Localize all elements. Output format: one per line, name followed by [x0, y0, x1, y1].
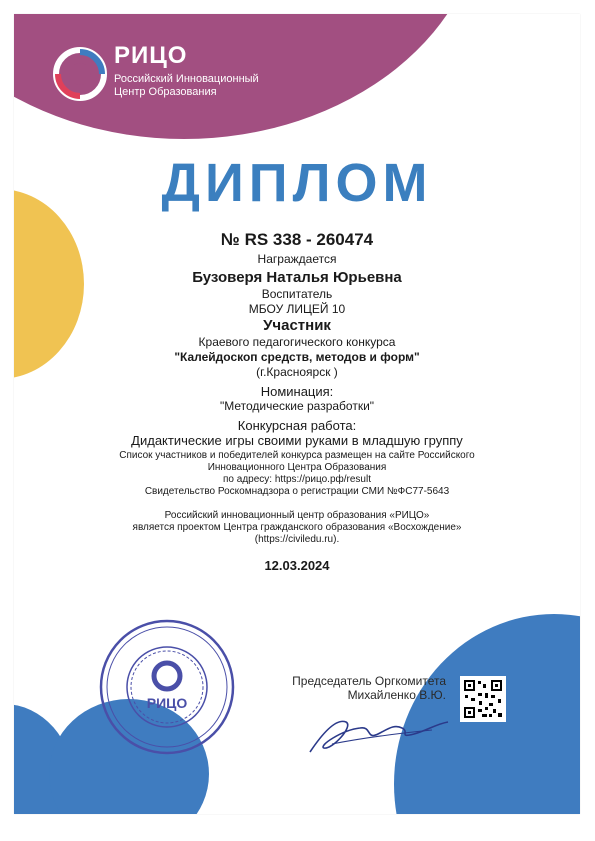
recipient-position: Воспитатель	[261, 287, 333, 301]
project-info-line: (https://civiledu.ru).	[254, 534, 340, 545]
logo-subtitle-line2: Центр Образования	[114, 86, 217, 98]
chairman-block	[266, 674, 446, 702]
award-status: Участник	[263, 317, 331, 334]
diploma-page	[14, 14, 580, 814]
rico-logo-icon	[52, 46, 108, 102]
issue-date: 12.03.2024	[264, 558, 330, 573]
project-info	[14, 510, 580, 546]
work-label: Конкурсная работа:	[237, 418, 357, 433]
qr-code-icon	[460, 676, 506, 722]
logo-brand: РИЦО	[114, 42, 188, 69]
chairman-signature	[302, 704, 452, 760]
official-stamp	[98, 618, 236, 756]
results-info-line: по адресу: https://рицо.рф/result	[223, 474, 371, 485]
results-info-line: Список участников и победителей конкурса размещен на сайте Российского	[119, 450, 475, 461]
rico-logo	[52, 42, 312, 112]
recipient-organization: МБОУ ЛИЦЕЙ 10	[248, 302, 346, 316]
nomination-value: "Методические разработки"	[219, 399, 375, 413]
project-info-line: является проектом Центра гражданского образования «Восхождение»	[132, 522, 462, 533]
contest-city: (г.Красноярск )	[256, 365, 338, 379]
chairman-name: Михайленко В.Ю.	[347, 688, 446, 702]
logo-subtitle	[114, 73, 259, 99]
recipient-name: Бузоверя Наталья Юрьевна	[192, 269, 402, 286]
work-title: Дидактические игры своими руками в младшую группу	[131, 433, 463, 448]
logo-subtitle-line1: Российский Инновационный	[114, 73, 259, 85]
diploma-title: ДИПЛОМ	[161, 153, 433, 213]
results-info-line: Инновационного Центра Образования	[207, 462, 387, 473]
awarded-label: Награждается	[257, 252, 337, 266]
diploma-number: № RS 338 - 260474	[220, 230, 374, 249]
nomination-label: Номинация:	[260, 384, 334, 399]
contest-line-2: "Калейдоскоп средств, методов и форм"	[174, 350, 420, 364]
results-info-line: Свидетельство Роскомнадзора о регистрации СМИ №ФС77-5643	[144, 486, 450, 497]
stamp-label: РИЦО	[146, 695, 188, 711]
contest-line-1: Краевого педагогического конкурса	[198, 335, 396, 349]
chairman-title: Председатель Оргкомитета	[292, 674, 446, 688]
project-info-line: Российский инновационный центр образования «РИЦО»	[164, 510, 430, 521]
results-info	[14, 450, 580, 498]
